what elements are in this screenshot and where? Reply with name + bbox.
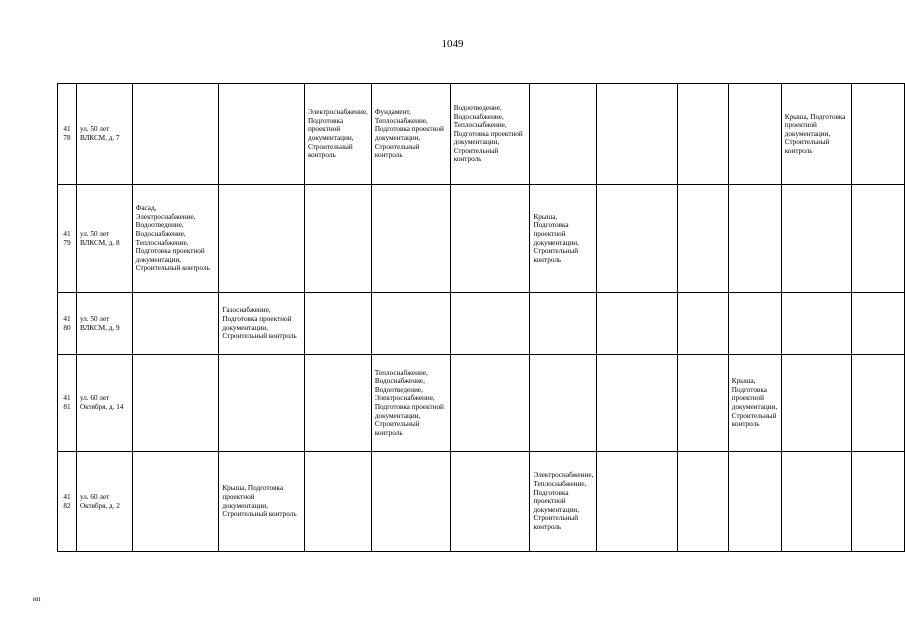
work-cell bbox=[851, 355, 904, 452]
work-cell bbox=[450, 355, 530, 452]
work-cell: Газоснабжение, Подготовка проектной документации, Строительный контроль bbox=[219, 293, 305, 355]
work-cell bbox=[371, 452, 450, 552]
work-cell bbox=[530, 84, 597, 185]
work-cell bbox=[219, 355, 305, 452]
work-cell bbox=[728, 452, 781, 552]
work-cell bbox=[851, 185, 904, 293]
work-cell: Теплоснабжение, Водоснабжение, Водоотведение, Электроснабжение, Подготовка проектной документации, Строительный контроль bbox=[371, 355, 450, 452]
work-cell bbox=[219, 185, 305, 293]
works-table bbox=[57, 83, 905, 552]
work-cell bbox=[597, 293, 678, 355]
footer-mark: нп bbox=[33, 595, 41, 603]
row-number: 41 82 bbox=[58, 452, 77, 552]
address-cell: ул. 60 лет Октября, д. 2 bbox=[76, 452, 132, 552]
work-cell: Фасад, Электроснабжение, Водоотведение, Водоснабжение, Теплоснабжение, Подготовка проектной документации, Строительный контроль bbox=[132, 185, 219, 293]
address-cell: ул. 50 лет ВЛКСМ, д. 7 bbox=[76, 84, 132, 185]
address-cell: ул. 60 лет Октября, д. 14 bbox=[76, 355, 132, 452]
work-cell bbox=[450, 185, 530, 293]
table-row bbox=[58, 185, 905, 293]
work-cell bbox=[678, 452, 728, 552]
work-cell bbox=[132, 84, 219, 185]
work-cell: Крыша, Подготовка проектной документации, Строительный контроль bbox=[219, 452, 305, 552]
work-cell bbox=[132, 452, 219, 552]
work-cell bbox=[678, 355, 728, 452]
work-cell bbox=[304, 185, 371, 293]
work-cell bbox=[304, 355, 371, 452]
work-cell: Электроснабжение, Теплоснабжение, Подготовка проектной документации, Строительный контроль bbox=[530, 452, 597, 552]
table-row bbox=[58, 452, 905, 552]
work-cell bbox=[851, 84, 904, 185]
address-cell: ул. 50 лет ВЛКСМ, д. 8 bbox=[76, 185, 132, 293]
work-cell bbox=[678, 84, 728, 185]
work-cell: Крыша, Подготовка проектной документации, Строительный контроль bbox=[781, 84, 851, 185]
work-cell: Электроснабжение, Подготовка проектной документации, Строительный контроль bbox=[304, 84, 371, 185]
address-cell: ул. 50 лет ВЛКСМ, д. 9 bbox=[76, 293, 132, 355]
work-cell bbox=[728, 293, 781, 355]
work-cell bbox=[530, 355, 597, 452]
work-cell bbox=[597, 355, 678, 452]
row-number: 41 78 bbox=[58, 84, 77, 185]
work-cell bbox=[304, 293, 371, 355]
work-cell bbox=[371, 185, 450, 293]
work-cell: Крыша, Подготовка проектной документации, Строительный контроль bbox=[530, 185, 597, 293]
work-cell bbox=[781, 355, 851, 452]
work-cell bbox=[450, 293, 530, 355]
row-number: 41 79 bbox=[58, 185, 77, 293]
table-row bbox=[58, 84, 905, 185]
work-cell bbox=[597, 452, 678, 552]
work-cell bbox=[304, 452, 371, 552]
work-cell bbox=[781, 452, 851, 552]
work-cell bbox=[371, 293, 450, 355]
work-cell bbox=[132, 355, 219, 452]
work-cell bbox=[851, 452, 904, 552]
work-cell bbox=[678, 185, 728, 293]
work-cell: Водоотведение, Водоснабжение, Теплоснабжение, Подготовка проектной документации, Строительный контроль bbox=[450, 84, 530, 185]
work-cell bbox=[781, 293, 851, 355]
work-cell bbox=[728, 185, 781, 293]
work-cell bbox=[851, 293, 904, 355]
work-cell bbox=[728, 84, 781, 185]
work-cell bbox=[450, 452, 530, 552]
work-cell: Крыша, Подготовка проектной документации, Строительный контроль bbox=[728, 355, 781, 452]
work-cell bbox=[530, 293, 597, 355]
work-cell bbox=[597, 84, 678, 185]
row-number: 41 80 bbox=[58, 293, 77, 355]
work-cell bbox=[597, 185, 678, 293]
work-cell bbox=[781, 185, 851, 293]
row-number: 41 81 bbox=[58, 355, 77, 452]
work-cell bbox=[219, 84, 305, 185]
work-cell bbox=[678, 293, 728, 355]
work-cell bbox=[132, 293, 219, 355]
table-row bbox=[58, 293, 905, 355]
table-row bbox=[58, 355, 905, 452]
work-cell: Фундамент, Теплоснабжение, Подготовка проектной документации, Строительный контроль bbox=[371, 84, 450, 185]
page-number: 1049 bbox=[441, 38, 464, 50]
